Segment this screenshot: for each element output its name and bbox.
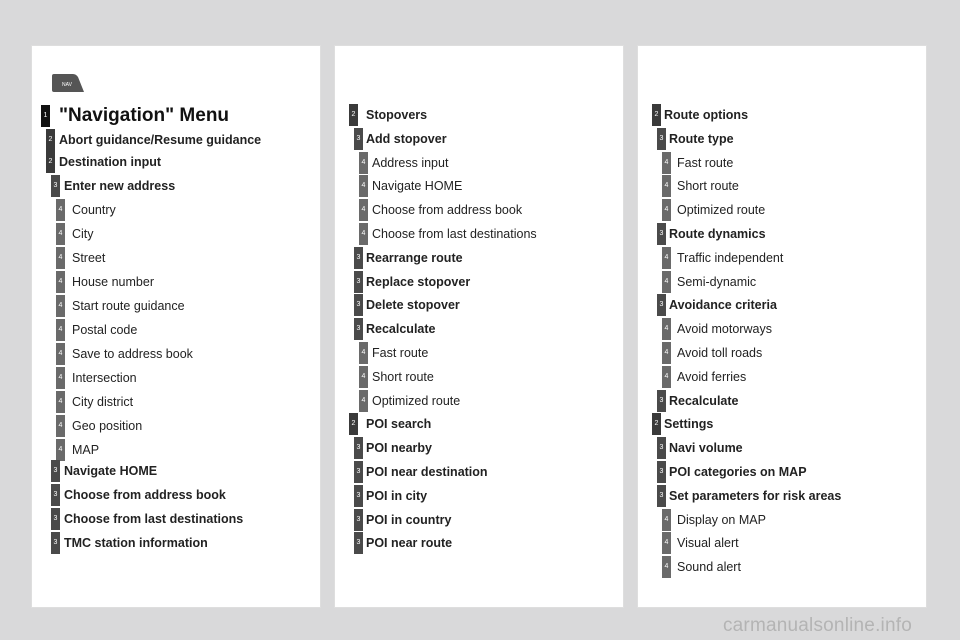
menu-item-label: Enter new address: [64, 179, 176, 193]
menu-item: [638, 270, 926, 294]
level-badge: 4: [56, 199, 65, 221]
menu-item-label: Avoid ferries: [677, 369, 747, 384]
level-badge: 4: [662, 175, 671, 197]
level-badge: 4: [662, 247, 671, 269]
menu-item: [32, 294, 320, 318]
menu-item-label: Add stopover: [366, 131, 447, 146]
level-badge: 4: [56, 343, 65, 365]
menu-panel-route-options-settings: [637, 45, 927, 608]
level-badge: 4: [56, 247, 65, 269]
level-badge: 4: [56, 415, 65, 437]
menu-item-label: Avoid motorways: [677, 322, 772, 337]
menu-item: [32, 366, 320, 390]
level-badge: 4: [359, 390, 368, 412]
level-badge: 3: [354, 271, 363, 293]
menu-item: [638, 460, 926, 484]
menu-item-label: Sound alert: [677, 560, 741, 575]
menu-item: [32, 222, 320, 246]
menu-item: [335, 293, 623, 317]
level-badge: 4: [359, 223, 368, 245]
menu-item: [638, 151, 926, 175]
level-badge: 3: [657, 128, 666, 150]
level-badge: 3: [51, 460, 60, 482]
menu-item: [335, 436, 623, 460]
svg-text:NAV: NAV: [62, 82, 72, 88]
level-badge: 4: [662, 342, 671, 364]
level-badge: 4: [56, 223, 65, 245]
menu-item: [638, 293, 926, 317]
menu-item: [335, 341, 623, 365]
menu-item-label: Display on MAP: [677, 512, 766, 527]
menu-item-label: Choose from last destinations: [372, 227, 537, 241]
level-badge: 4: [359, 199, 368, 221]
menu-item-label: Optimized route: [372, 393, 461, 408]
menu-item-label: Semi-dynamic: [677, 274, 757, 289]
level-badge: 2: [652, 104, 661, 126]
level-badge: 2: [349, 413, 358, 435]
menu-item-label: Route dynamics: [669, 227, 766, 241]
level-badge: 3: [354, 532, 363, 554]
menu-item-label: Navi volume: [669, 441, 743, 456]
level-badge: 4: [359, 152, 368, 174]
level-badge: 4: [359, 175, 368, 197]
menu-item: [638, 531, 926, 555]
menu-item: [32, 390, 320, 414]
menu-item: [335, 103, 623, 127]
menu-item: [32, 531, 320, 555]
level-badge: 3: [354, 294, 363, 316]
menu-item: [335, 531, 623, 555]
menu-item: [335, 198, 623, 222]
menu-item: [32, 174, 320, 198]
menu-item: [335, 246, 623, 270]
menu-item-label: Settings: [664, 417, 714, 432]
level-badge: 3: [657, 485, 666, 507]
menu-item-label: POI in city: [366, 488, 428, 503]
menu-item-label: POI search: [366, 417, 432, 432]
menu-item: [638, 389, 926, 413]
menu-item-label: Stopovers: [366, 108, 428, 122]
menu-item-label: POI near destination: [366, 465, 488, 479]
menu-item: [335, 365, 623, 389]
level-badge: 4: [359, 366, 368, 388]
menu-title: "Navigation" Menu: [59, 105, 230, 126]
menu-item: [32, 128, 320, 152]
menu-item-label: Route type: [669, 131, 734, 146]
level-badge: 3: [657, 437, 666, 459]
level-badge: 4: [56, 391, 65, 413]
menu-item: [335, 222, 623, 246]
menu-item-label: Short route: [372, 369, 434, 384]
menu-item-label: Fast route: [677, 155, 734, 170]
level-badge: 4: [662, 271, 671, 293]
menu-item-label: Delete stopover: [366, 298, 460, 313]
menu-item: [638, 127, 926, 151]
menu-item-label: Country: [72, 203, 116, 217]
level-badge: 2: [652, 413, 661, 435]
menu-item-label: Avoidance criteria: [669, 298, 777, 313]
menu-item: [335, 270, 623, 294]
menu-item-label: Save to address book: [72, 347, 193, 361]
level-badge: 4: [56, 271, 65, 293]
menu-item-label: Short route: [677, 179, 739, 194]
menu-item: [335, 151, 623, 175]
level-badge: 4: [56, 295, 65, 317]
menu-item: [638, 222, 926, 246]
menu-item-label: Fast route: [372, 346, 429, 360]
menu-item-label: MAP: [72, 443, 100, 457]
menu-item-label: Replace stopover: [366, 274, 471, 289]
menu-item: [32, 459, 320, 483]
menu-item: [335, 317, 623, 341]
menu-item-label: Navigate HOME: [372, 179, 463, 194]
menu-item: [638, 174, 926, 198]
level-badge: 2: [46, 129, 55, 151]
menu-item: [638, 508, 926, 532]
menu-item-label: Avoid toll roads: [677, 346, 763, 360]
menu-item: [638, 317, 926, 341]
menu-item: [32, 246, 320, 270]
watermark-text: carmanualsonline.info: [722, 615, 912, 636]
menu-item-label: Traffic independent: [677, 250, 784, 265]
menu-item-label: Intersection: [72, 371, 137, 385]
menu-item-label: Street: [72, 251, 106, 265]
menu-item-label: Route options: [664, 108, 749, 122]
menu-item: [335, 412, 623, 436]
level-badge: 4: [662, 366, 671, 388]
menu-item: [638, 412, 926, 436]
level-badge: 3: [354, 437, 363, 459]
menu-item-label: Address input: [372, 155, 449, 170]
menu-item-label: POI categories on MAP: [669, 465, 807, 479]
menu-item-label: Optimized route: [677, 203, 766, 218]
menu-item: [32, 270, 320, 294]
menu-item-label: TMC station information: [64, 536, 208, 550]
menu-item: [32, 342, 320, 366]
level-badge: 3: [354, 461, 363, 483]
menu-item: [638, 365, 926, 389]
menu-item: [638, 484, 926, 508]
level-badge: 3: [354, 247, 363, 269]
menu-item: [638, 341, 926, 365]
menu-item-label: Start route guidance: [72, 299, 185, 313]
menu-item: [335, 508, 623, 532]
menu-item: [32, 104, 320, 128]
level-badge: 4: [56, 439, 65, 461]
level-badge: 2: [349, 104, 358, 126]
menu-item: [638, 198, 926, 222]
menu-item: [638, 555, 926, 579]
menu-item-label: City: [72, 227, 94, 241]
level-badge: 4: [359, 342, 368, 364]
menu-item-label: Choose from address book: [372, 203, 523, 218]
menu-item-label: POI in country: [366, 512, 452, 527]
menu-item: [335, 174, 623, 198]
level-badge: 3: [657, 294, 666, 316]
level-badge: 3: [51, 508, 60, 530]
level-badge: 4: [662, 318, 671, 340]
level-badge: 2: [46, 151, 55, 173]
menu-item-label: Postal code: [72, 323, 138, 337]
menu-item: [638, 246, 926, 270]
menu-item: [638, 103, 926, 127]
menu-item-label: Recalculate: [366, 322, 436, 337]
level-badge: 3: [51, 484, 60, 506]
nav-button-icon: [51, 73, 85, 93]
menu-item-label: Geo position: [72, 419, 143, 433]
menu-item: [335, 460, 623, 484]
level-badge: 4: [662, 199, 671, 221]
level-badge: 4: [662, 152, 671, 174]
menu-item-label: City district: [72, 395, 134, 409]
menu-item: [32, 198, 320, 222]
menu-item-label: Choose from last destinations: [64, 512, 244, 526]
level-badge: 3: [51, 175, 60, 197]
level-badge: 3: [354, 128, 363, 150]
menu-item: [335, 389, 623, 413]
level-badge: 3: [657, 390, 666, 412]
menu-item-label: POI near route: [366, 536, 453, 551]
menu-item-label: Recalculate: [669, 393, 739, 408]
menu-panel-stopovers-poi: [334, 45, 624, 608]
menu-item: [335, 484, 623, 508]
menu-item-label: House number: [72, 275, 154, 289]
menu-item: [32, 507, 320, 531]
menu-item-label: Set parameters for risk areas: [669, 488, 842, 503]
menu-item-label: Visual alert: [677, 536, 739, 551]
menu-item-label: Navigate HOME: [64, 464, 158, 478]
level-badge: 3: [657, 461, 666, 483]
level-badge: 4: [662, 509, 671, 531]
level-badge: 3: [354, 509, 363, 531]
level-badge: 3: [354, 485, 363, 507]
menu-item: [32, 483, 320, 507]
menu-item: [335, 127, 623, 151]
level-badge: 4: [56, 367, 65, 389]
menu-item-label: Rearrange route: [366, 250, 463, 265]
level-badge: 1: [41, 105, 50, 127]
menu-panel-navigation: [31, 45, 321, 608]
menu-item-label: Choose from address book: [64, 488, 226, 502]
menu-item: [32, 318, 320, 342]
menu-item: [32, 150, 320, 174]
menu-item-label: Abort guidance/Resume guidance: [59, 133, 262, 147]
menu-item-label: POI nearby: [366, 441, 432, 456]
level-badge: 3: [51, 532, 60, 554]
menu-item: [32, 414, 320, 438]
level-badge: 3: [354, 318, 363, 340]
level-badge: 4: [56, 319, 65, 341]
menu-item-label: Destination input: [59, 155, 162, 169]
level-badge: 4: [662, 532, 671, 554]
level-badge: 3: [657, 223, 666, 245]
menu-item: [638, 436, 926, 460]
level-badge: 4: [662, 556, 671, 578]
